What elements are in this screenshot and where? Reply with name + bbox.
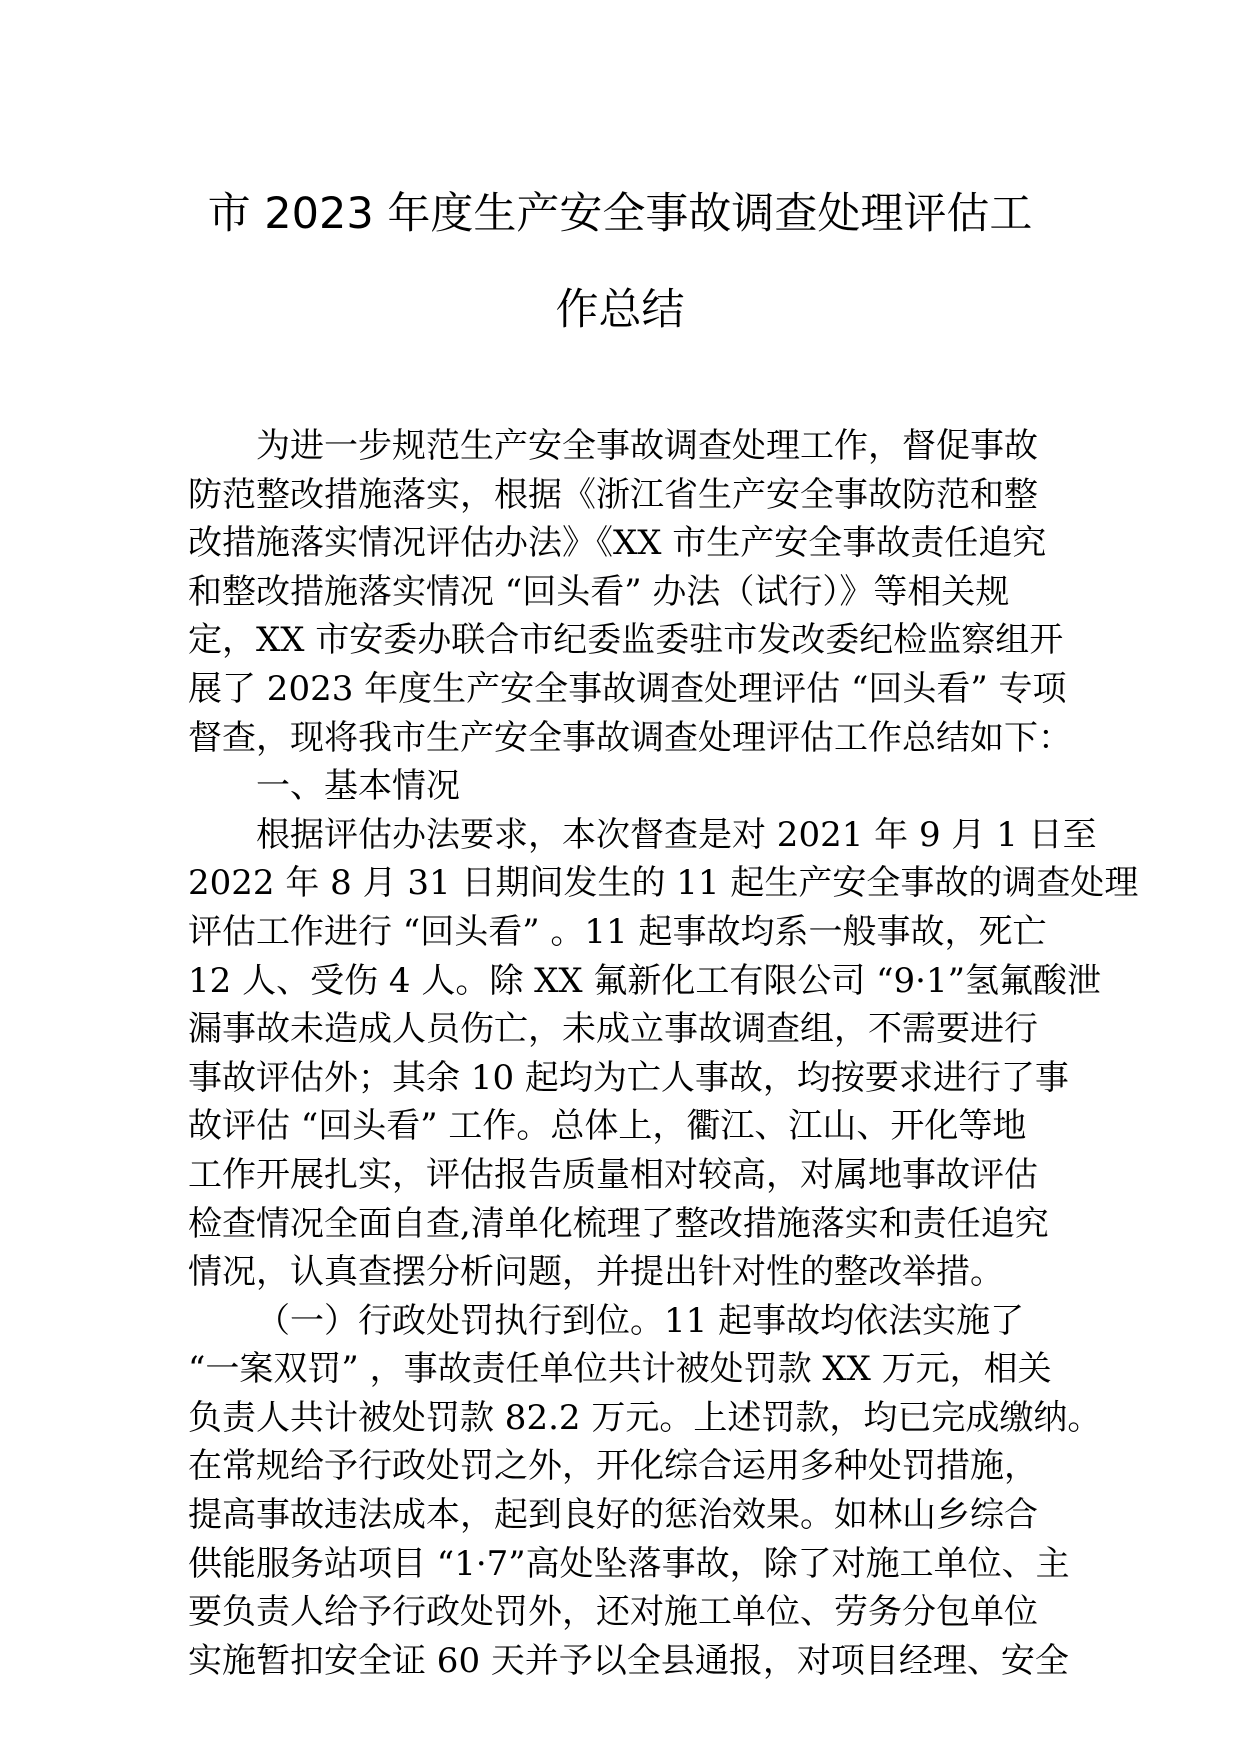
body-line: 12 人、受伤 4 人。除 XX 氟新化工有限公司 “9·1”氢氟酸泄 bbox=[188, 960, 1101, 1001]
body-line: 工作开展扎实，评估报告质量相对较高，对属地事故评估 bbox=[188, 1154, 1038, 1195]
body-line: 评估工作进行 “回头看” 。11 起事故均系一般事故，死亡 bbox=[188, 911, 1047, 952]
document-body bbox=[188, 422, 1139, 1685]
body-line: 定，XX 市安委办联合市纪委监委驻市发改委纪检监察组开 bbox=[188, 620, 1064, 661]
body-line: 实施暂扣安全证 60 天并予以全县通报，对项目经理、安全 bbox=[188, 1640, 1069, 1681]
body-line: 负责人共计被处罚款 82.2 万元。上述罚款，均已完成缴纳。 bbox=[188, 1397, 1102, 1438]
body-line: 防范整改措施落实，根据《浙江省生产安全事故防范和整 bbox=[188, 474, 1038, 515]
section-heading: 一、基本情况 bbox=[256, 766, 460, 807]
body-line: 在常规给予行政处罚之外，开化综合运用多种处罚措施， bbox=[188, 1446, 1038, 1487]
body-line: 供能服务站项目 “1·7”高处坠落事故，除了对施工单位、主 bbox=[188, 1543, 1070, 1584]
body-line: 事故评估外；其余 10 起均为亡人事故，均按要求进行了事 bbox=[188, 1057, 1069, 1098]
title-line-2: 作总结 bbox=[555, 285, 685, 335]
body-line: 和整改措施落实情况 “回头看” 办法（试行）》等相关规 bbox=[188, 571, 1010, 612]
body-line: 检查情况全面自查,清单化梳理了整改措施落实和责任追究 bbox=[188, 1203, 1049, 1244]
body-line: “一案双罚” ，事故责任单位共计被处罚款 XX 万元，相关 bbox=[188, 1349, 1052, 1390]
body-line: 督查，现将我市生产安全事故调查处理评估工作总结如下： bbox=[188, 717, 1072, 758]
body-line: 情况，认真查摆分析问题，并提出针对性的整改举措。 bbox=[188, 1252, 1004, 1293]
body-line: 故评估 “回头看” 工作。总体上，衢江、江山、开化等地 bbox=[188, 1106, 1027, 1147]
body-line: 提高事故违法成本，起到良好的惩治效果。如林山乡综合 bbox=[188, 1495, 1038, 1536]
body-line: 为进一步规范生产安全事故调查处理工作，督促事故 bbox=[256, 426, 1038, 466]
body-line: 根据评估办法要求，本次督查是对 2021 年 9 月 1 日至 bbox=[256, 814, 1097, 855]
body-line: 漏事故未造成人员伤亡，未成立事故调查组，不需要进行 bbox=[188, 1009, 1038, 1050]
subsection-line: （一）行政处罚执行到位。11 起事故均依法实施了 bbox=[256, 1300, 1025, 1341]
title-line-1: 市 2023 年度生产安全事故调查处理评估工 bbox=[207, 189, 1033, 239]
document-title bbox=[180, 166, 1060, 358]
body-line: 改措施落实情况评估办法》《XX 市生产安全事故责任追究 bbox=[188, 523, 1047, 564]
body-line: 要负责人给予行政处罚外，还对施工单位、劳务分包单位 bbox=[188, 1592, 1038, 1633]
body-line: 展了 2023 年度生产安全事故调查处理评估 “回头看” 专项 bbox=[188, 668, 1067, 709]
body-line: 2022 年 8 月 31 日期间发生的 11 起生产安全事故的调查处理 bbox=[188, 863, 1139, 904]
